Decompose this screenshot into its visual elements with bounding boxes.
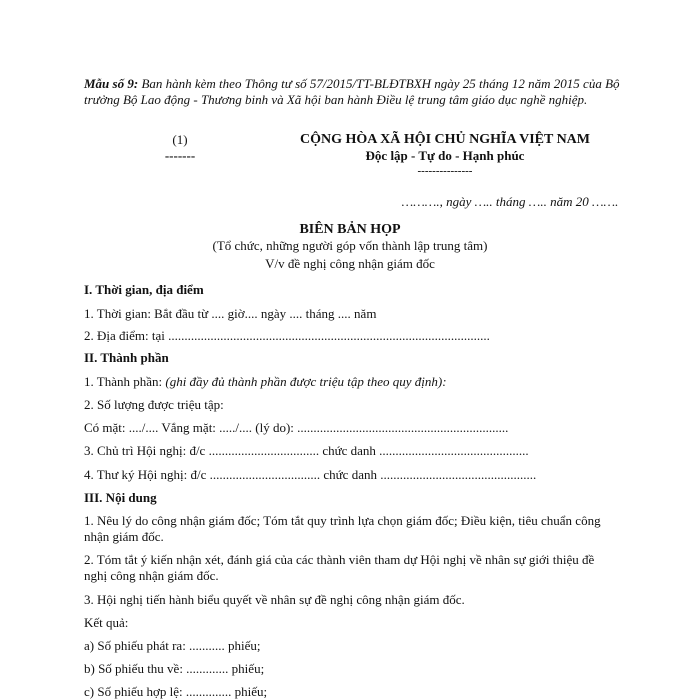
time-line: 1. Thời gian: Bắt đầu từ .... giờ.... ngày .... tháng .... năm (84, 306, 377, 321)
section-1-heading: I. Thời gian, địa điểm (84, 282, 204, 297)
form-note (84, 76, 620, 108)
result-issued: a) Số phiếu phát ra: ........... phiếu; (84, 638, 261, 653)
participants-line (84, 374, 447, 390)
org-number: (1) (172, 132, 188, 147)
result-label: Kết quả: (84, 615, 129, 630)
document-subject: V/v đề nghị công nhận giám đốc (265, 256, 435, 271)
form-note-text: Ban hành kèm theo Thông tư số 57/2015/TT-BLĐTBXH ngày 25 tháng 12 năm 2015 của Bộ trưởng Bộ Lao động - Thương binh và Xã hội ban hành Điều lệ trung tâm giáo dục nghề nghiệp. (84, 76, 620, 107)
section-2-heading: II. Thành phần (84, 350, 169, 365)
participants-prefix: 1. Thành phần: (84, 374, 166, 389)
participants-note: (ghi đầy đủ thành phần được triệu tập theo quy định): (165, 374, 447, 389)
chair-line: 3. Chủ trì Hội nghị: đ/c .................................. chức danh .............................................. (84, 443, 529, 458)
form-note-label: Mẫu số 9: (84, 76, 139, 91)
org-dashes: ------- (164, 148, 196, 163)
document-subtitle: (Tổ chức, những người góp vốn thành lập trung tâm) (212, 238, 488, 253)
content-item-3: 3. Hội nghị tiến hành biểu quyết về nhân sự đề nghị công nhận giám đốc. (84, 592, 465, 607)
section-3-heading: III. Nội dung (84, 490, 157, 505)
motto: Độc lập - Tự do - Hạnh phúc (365, 148, 525, 163)
result-valid: c) Số phiếu hợp lệ: .............. phiếu; (84, 684, 268, 699)
motto-dashes: --------------- (417, 165, 473, 177)
national-title: CỘNG HÒA XÃ HỘI CHỦ NGHĨA VIỆT NAM (299, 132, 590, 147)
invited-count-line: 2. Số lượng được triệu tập: (84, 397, 224, 412)
attendance-line: Có mặt: ..../.... Vắng mặt: ...../.... (lý do): ................................................................. (84, 420, 509, 435)
date-line: ………., ngày ….. tháng ….. năm 20 ……. (401, 194, 619, 209)
secretary-line: 4. Thư ký Hội nghị: đ/c .................................. chức danh ................................................ (84, 467, 537, 482)
location-line: 2. Địa điểm: tại ................................................................................................... (84, 328, 490, 343)
content-item-1: 1. Nêu lý do công nhận giám đốc; Tóm tắt quy trình lựa chọn giám đốc; Điều kiện, tiêu chuẩn công nhận giám đốc. (84, 513, 601, 544)
content-item-2: 2. Tóm tắt ý kiến nhận xét, đánh giá của các thành viên tham dự Hội nghị về nhân sự giới thiệu đề nghị công nhận giám đốc. (84, 552, 595, 583)
document-title: BIÊN BẢN HỌP (299, 222, 401, 237)
result-collected: b) Số phiếu thu về: ............. phiếu; (84, 661, 265, 676)
